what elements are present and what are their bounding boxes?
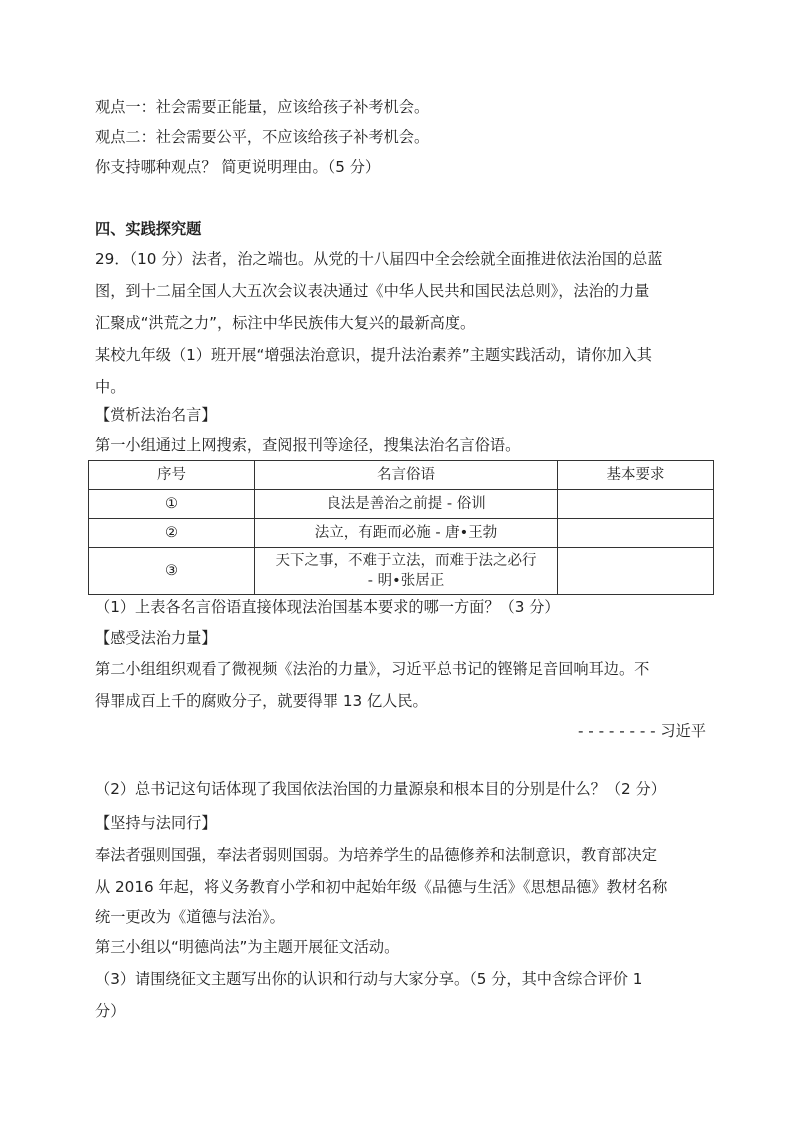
row-number: ②: [89, 519, 255, 548]
part1-desc: 第一小组通过上网搜索，查阅报刊等途径，搜集法治名言俗语。: [95, 436, 521, 454]
part3-question-line: 分）: [95, 1002, 126, 1020]
table-row: [89, 548, 714, 595]
column-header: 基本要求: [558, 461, 714, 490]
quote-cell: [255, 490, 558, 519]
requirement-cell: [558, 548, 714, 595]
table-row: [89, 519, 714, 548]
part2-text-line: 得罪成百上千的腐败分子，就要得罪 13 亿人民。: [95, 692, 428, 710]
section-title: 四、实践探究题: [95, 220, 202, 238]
part3-text-line: 统一更改为《道德与法治》。: [95, 908, 285, 926]
part2-question: （2）总书记这句话体现了我国依法治国的力量源泉和根本目的分别是什么？（2 分）: [95, 780, 666, 798]
column-header: 名言俗语: [255, 461, 558, 490]
quote-attribution: - - - - - - - - 习近平: [577, 722, 706, 740]
part3-text-line: 奉法者强则国强，奉法者弱则国弱。为培养学生的品德修养和法制意识，教育部决定: [95, 846, 657, 864]
table-row: [89, 490, 714, 519]
q29-intro-line: 汇聚成“洪荒之力”，标注中华民族伟大复兴的最新高度。: [95, 314, 476, 332]
activity-line: 某校九年级（1）班开展“增强法治意识，提升法治素养”主题实践活动，请你加入其: [95, 346, 652, 364]
quote-text: 天下之事，不难于立法，而难于法之必行: [275, 553, 537, 569]
q29-intro-line: 29．（10 分）法者，治之端也。从党的十八届四中全会绘就全面推进依法治国的总蓝: [95, 250, 663, 268]
activity-line: 中。: [95, 378, 126, 396]
row-number: ①: [89, 490, 255, 519]
quote-source: - 明•张居正: [367, 573, 445, 589]
quote-cell: [255, 519, 558, 548]
quote-text: 良法是善治之前提 - 俗训: [326, 496, 486, 512]
part3-text-line: 第三小组以“明德尚法”为主题开展征文活动。: [95, 938, 400, 956]
requirement-cell: [558, 519, 714, 548]
row-number: ③: [89, 548, 255, 595]
q29-intro-line: 图，到十二届全国人大五次会议表决通过《中华人民共和国民法总则》，法治的力量: [95, 282, 650, 300]
viewpoint-two: 观点二：社会需要公平，不应该给孩子补考机会。: [95, 128, 430, 146]
quotes-table: [88, 460, 714, 595]
viewpoint-one: 观点一：社会需要正能量，应该给孩子补考机会。: [95, 98, 430, 116]
requirement-cell: [558, 490, 714, 519]
part3-title: 【坚持与法同行】: [95, 814, 217, 832]
part1-title: 【赏析法治名言】: [95, 406, 217, 424]
part3-text-line: 从 2016 年起，将义务教育小学和初中起始年级《品德与生活》《思想品德》教材名称: [95, 878, 668, 896]
table-header-row: [89, 461, 714, 490]
viewpoint-prompt: 你支持哪种观点？ 简更说明理由。（5 分）: [95, 158, 381, 176]
part2-title: 【感受法治力量】: [95, 629, 217, 647]
quote-cell: [255, 548, 558, 595]
column-header: 序号: [89, 461, 255, 490]
part3-question-line: （3）请围绕征文主题写出你的认识和行动与大家分享。（5 分，其中含综合评价 1: [95, 970, 643, 988]
part2-text-line: 第二小组组织观看了微视频《法治的力量》，习近平总书记的铿锵足音回响耳边。不: [95, 660, 650, 678]
quote-text: 法立，有距而必施 - 唐•王勃: [314, 525, 498, 541]
part1-question: （1）上表各名言俗语直接体现法治国基本要求的哪一方面？（3 分）: [95, 598, 560, 616]
